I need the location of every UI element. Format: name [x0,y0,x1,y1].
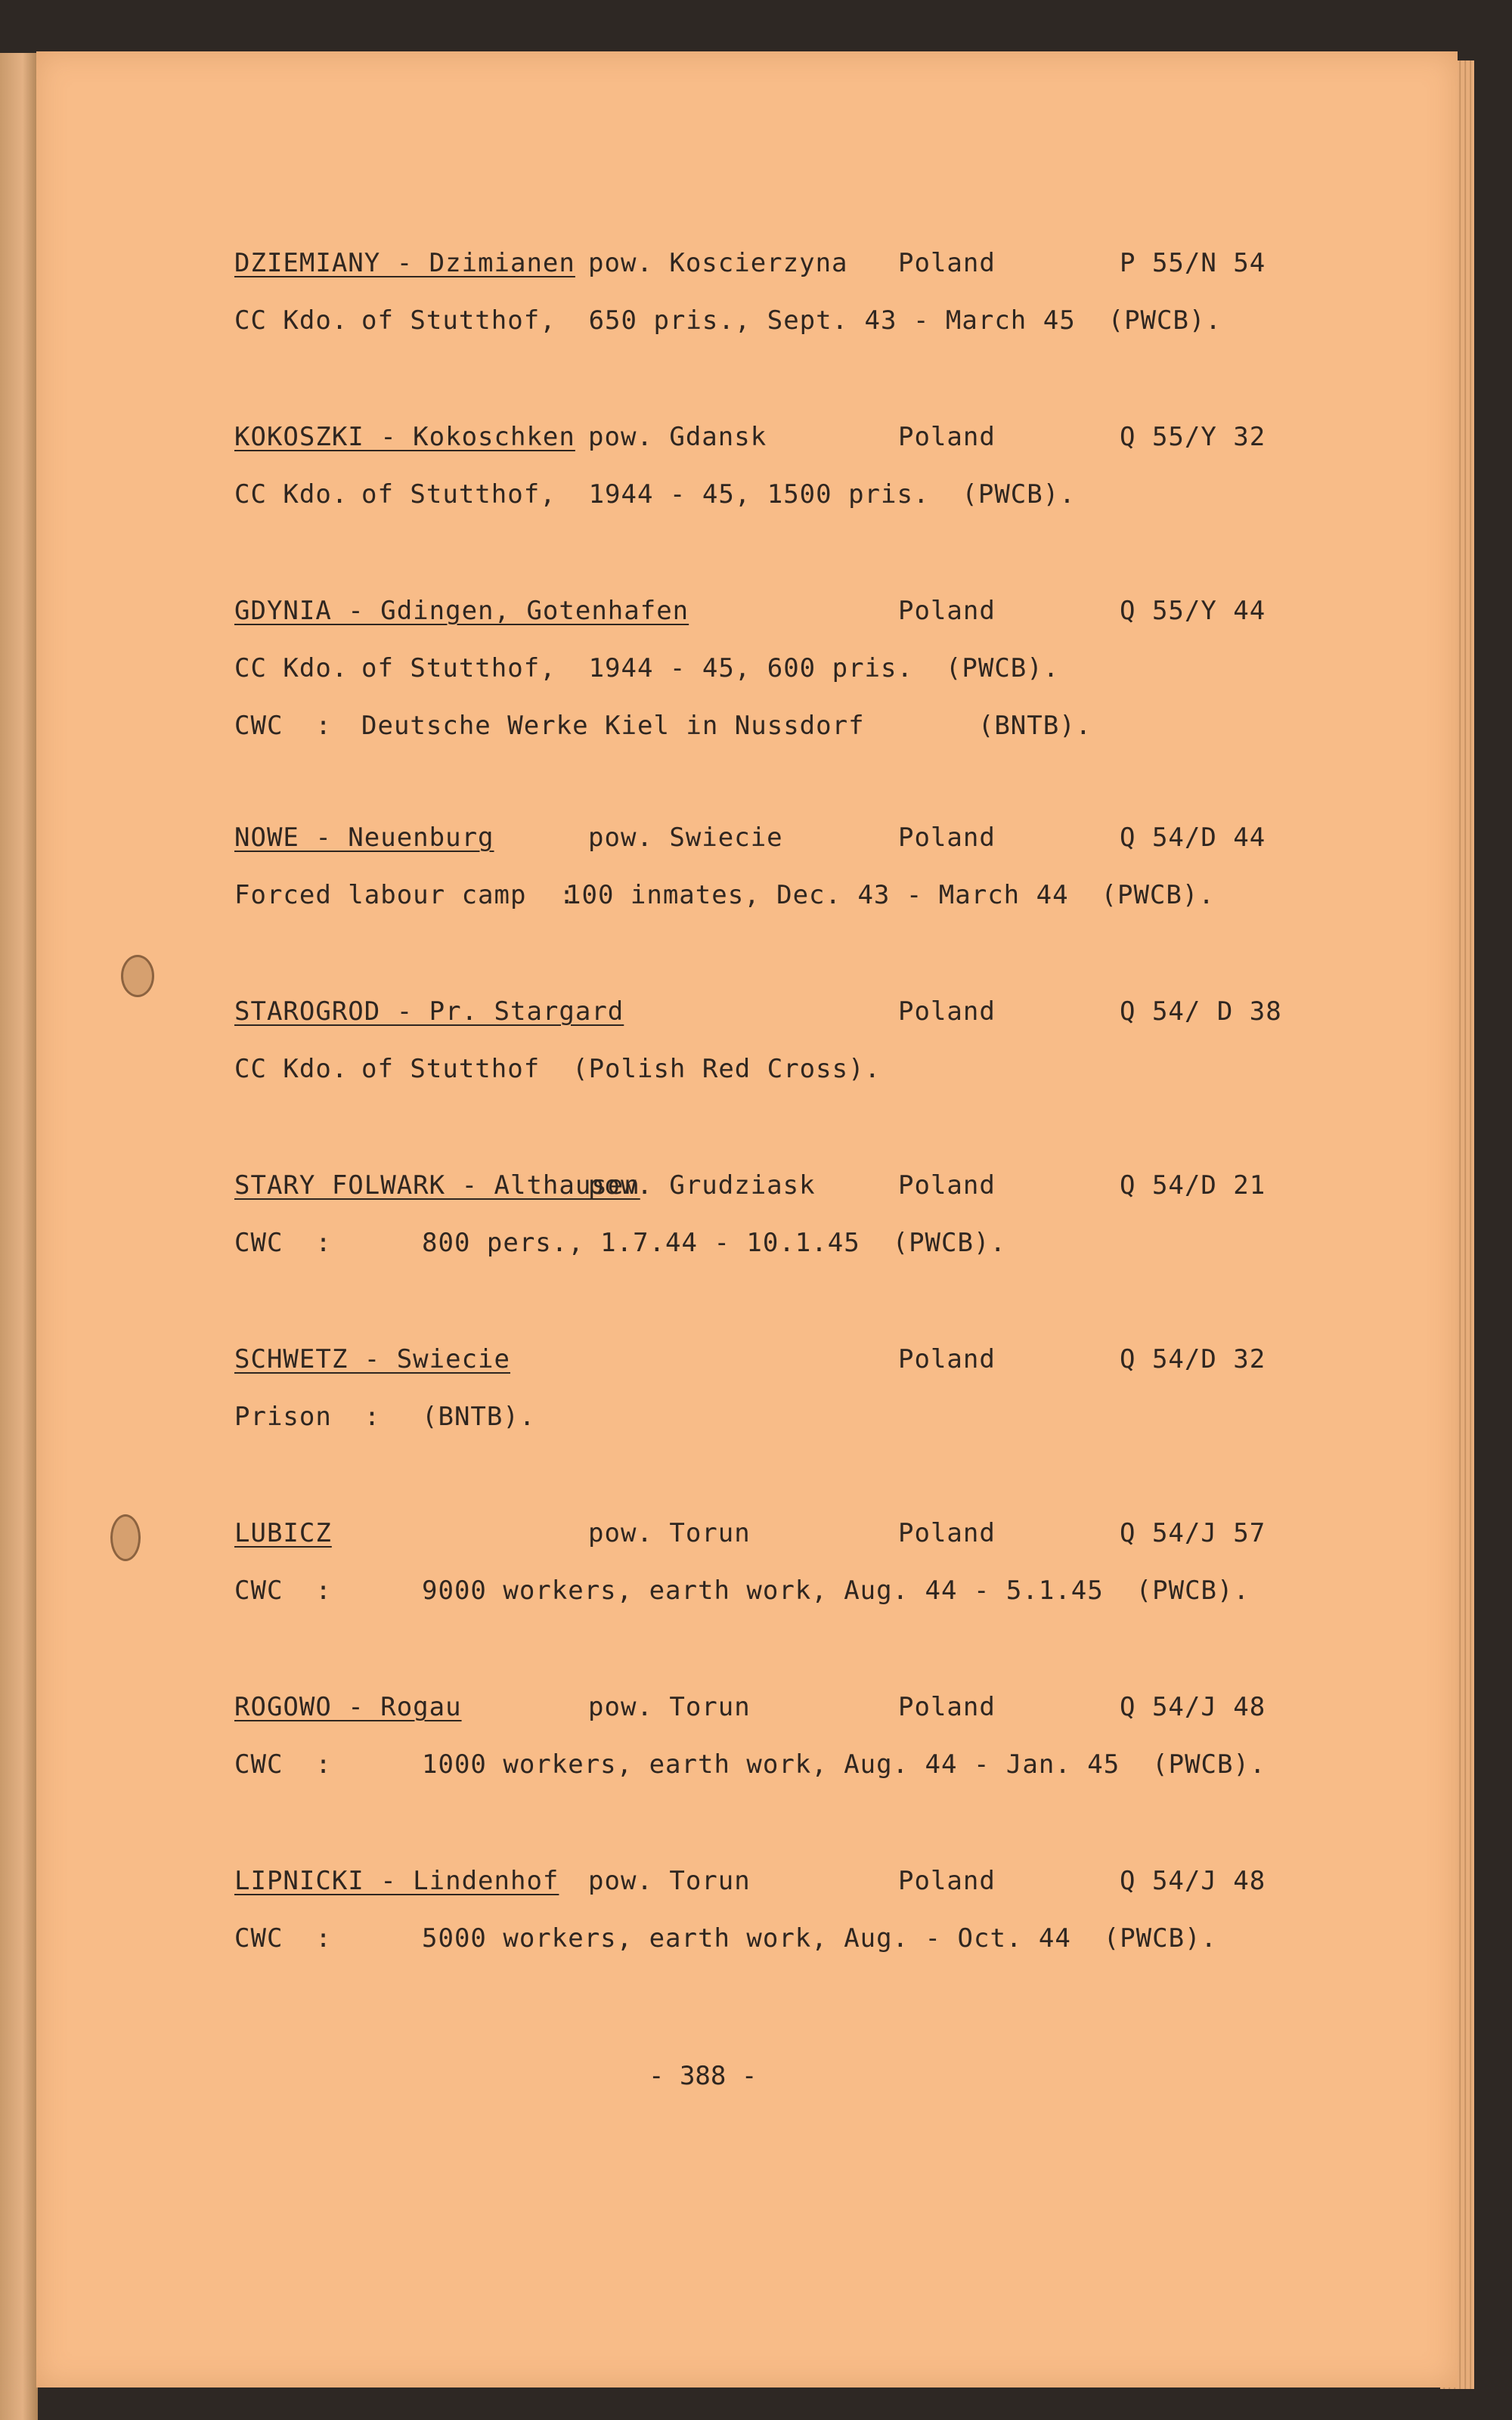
district: pow. Torun [588,1692,751,1722]
camp-entry [36,1518,1458,1633]
grid-reference: Q 55/Y 32 [1120,422,1266,452]
entry-detail-row [36,1054,1458,1111]
entry-detail-row [36,305,1458,363]
detail-text: of Stutthof (Polish Red Cross). [361,1054,881,1084]
entry-heading-row [36,1344,1458,1402]
country: Poland [898,1866,996,1896]
country: Poland [898,1170,996,1201]
place-name: LUBICZ [234,1518,332,1548]
detail-text: 800 pers., 1.7.44 - 10.1.45 (PWCB). [422,1228,1006,1258]
country: Poland [898,823,996,853]
entry-heading-row [36,996,1458,1054]
entry-detail-row [36,653,1458,711]
detail-text: Deutsche Werke Kiel in Nussdorf (BNTB). [361,711,1092,741]
detail-text: 9000 workers, earth work, Aug. 44 - 5.1.45 (PWCB). [422,1576,1250,1606]
grid-reference: Q 54/J 48 [1120,1692,1266,1722]
country: Poland [898,422,996,452]
country: Poland [898,1518,996,1548]
grid-reference: Q 54/D 21 [1120,1170,1266,1201]
detail-label: CWC : [234,711,332,741]
place-name: LIPNICKI - Lindenhof [234,1866,559,1896]
detail-text: (BNTB). [422,1402,536,1432]
district: pow. Swiecie [588,823,783,853]
camp-entry [36,422,1458,537]
grid-reference: Q 55/Y 44 [1120,596,1266,626]
grid-reference: P 55/N 54 [1120,248,1266,278]
entry-heading-row [36,823,1458,880]
place-name: STARY FOLWARK - Althausen [234,1170,640,1201]
place-name: NOWE - Neuenburg [234,823,494,853]
place-name: GDYNIA - Gdingen, Gotenhafen [234,596,689,626]
camp-entry [36,1170,1458,1285]
detail-text: of Stutthof, 1944 - 45, 1500 pris. (PWCB). [361,479,1076,510]
entry-detail-row [36,1923,1458,1981]
country: Poland [898,1344,996,1374]
entry-heading-row [36,1518,1458,1576]
place-name: STAROGROD - Pr. Stargard [234,996,624,1027]
grid-reference: Q 54/D 32 [1120,1344,1266,1374]
entry-detail-row [36,479,1458,537]
district: pow. Gdansk [588,422,767,452]
entry-detail-row [36,1749,1458,1807]
camp-entry [36,248,1458,363]
entry-detail-row [36,880,1458,937]
country: Poland [898,996,996,1027]
detail-label: CC Kdo. [234,479,349,510]
detail-text: 5000 workers, earth work, Aug. - Oct. 44 (PWCB). [422,1923,1218,1954]
detail-label: CWC : [234,1576,332,1606]
detail-label: CWC : [234,1923,332,1954]
camp-entry [36,823,1458,937]
country: Poland [898,1692,996,1722]
camp-entry [36,1344,1458,1459]
document-page [36,51,1458,2387]
detail-label: CC Kdo. [234,305,349,336]
place-name: DZIEMIANY - Dzimianen [234,248,575,278]
grid-reference: Q 54/J 57 [1120,1518,1266,1548]
camp-entry [36,1692,1458,1807]
country: Poland [898,248,996,278]
district: pow. Grudziask [588,1170,816,1201]
detail-label: Prison : [234,1402,381,1432]
place-name: KOKOSZKI - Kokoschken [234,422,575,452]
grid-reference: Q 54/ D 38 [1120,996,1282,1027]
grid-reference: Q 54/D 44 [1120,823,1266,853]
detail-label: CWC : [234,1749,332,1780]
district: pow. Koscierzyna [588,248,848,278]
entry-heading-row [36,422,1458,479]
detail-label: Forced labour camp : [234,880,575,910]
detail-label: CWC : [234,1228,332,1258]
entry-detail-row [36,711,1458,768]
detail-text: 1000 workers, earth work, Aug. 44 - Jan. 45 (PWCB). [422,1749,1266,1780]
camp-entry [36,996,1458,1111]
entry-detail-row [36,1576,1458,1633]
entry-heading-row [36,1170,1458,1228]
entry-detail-row [36,1402,1458,1459]
detail-label: CC Kdo. [234,653,349,683]
detail-text: 100 inmates, Dec. 43 - March 44 (PWCB). [565,880,1215,910]
entry-detail-row [36,1228,1458,1285]
detail-text: of Stutthof, 650 pris., Sept. 43 - March 45 (PWCB). [361,305,1222,336]
district: pow. Torun [588,1866,751,1896]
camp-entry [36,1866,1458,1981]
detail-label: CC Kdo. [234,1054,349,1084]
place-name: SCHWETZ - Swiecie [234,1344,510,1374]
entry-heading-row [36,1866,1458,1923]
detail-text: of Stutthof, 1944 - 45, 600 pris. (PWCB). [361,653,1060,683]
district: pow. Torun [588,1518,751,1548]
facing-page-edge [0,53,38,2420]
entry-heading-row [36,596,1458,653]
camp-entry [36,596,1458,768]
entry-heading-row [36,248,1458,305]
entry-heading-row [36,1692,1458,1749]
punch-hole [121,955,154,997]
page-number: - 388 - [649,2061,758,2091]
place-name: ROGOWO - Rogau [234,1692,462,1722]
grid-reference: Q 54/J 48 [1120,1866,1266,1896]
country: Poland [898,596,996,626]
